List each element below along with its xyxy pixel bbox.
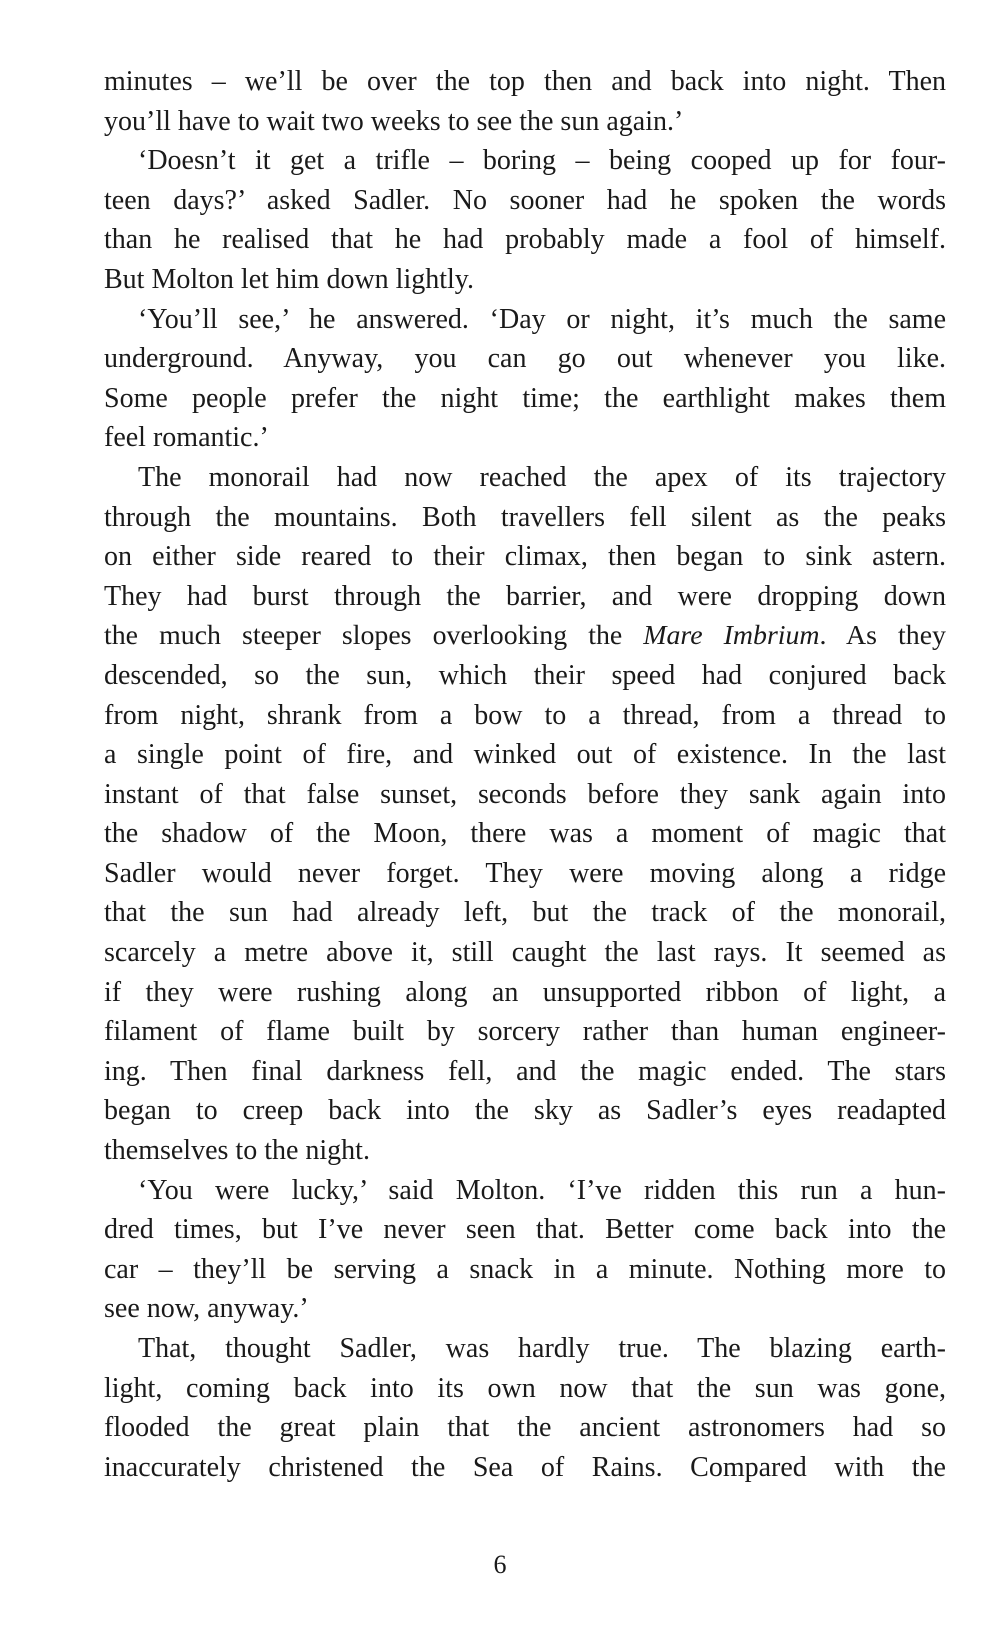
line-text: teen days?’ asked Sadler. No sooner had he spoken the words	[104, 184, 946, 216]
line-text-after: . As they	[819, 620, 946, 652]
line-text: That, thought Sadler, was hardly true. The blazing earth-	[138, 1333, 946, 1364]
page-text	[104, 62, 946, 1487]
text-line	[104, 1171, 946, 1211]
line-text: the shadow of the Moon, there was a moment of magic that	[104, 818, 946, 850]
line-text: The monorail had now reached the apex of its trajectory	[138, 461, 946, 493]
line-text: inaccurately christened the Sea of Rains. Compared with the	[104, 1451, 946, 1483]
text-line	[104, 1210, 946, 1250]
text-line	[104, 1091, 946, 1131]
line-text: began to creep back into the sky as Sadler’s eyes readapted	[104, 1095, 946, 1127]
line-text: They had burst through the barrier, and were dropping down	[104, 580, 946, 612]
text-line	[104, 339, 946, 379]
line-text: themselves to the night.	[104, 1135, 370, 1167]
text-line	[104, 102, 946, 142]
line-text: ‘You’ll see,’ he answered. ‘Day or night, it’s much the same	[138, 303, 946, 335]
text-line	[104, 656, 946, 696]
line-text: But Molton let him down lightly.	[104, 263, 474, 295]
line-text: ‘Doesn’t it get a trifle – boring – being cooped up for four-	[138, 145, 946, 177]
line-text: light, coming back into its own now that the sun was gone,	[104, 1372, 946, 1404]
text-line	[104, 696, 946, 736]
text-line	[104, 1369, 946, 1409]
text-line	[104, 1408, 946, 1448]
line-text: you’ll have to wait two weeks to see the sun again.’	[104, 105, 684, 137]
line-text: minutes – we’ll be over the top then and back into night. Then	[104, 66, 946, 97]
text-line	[104, 1052, 946, 1092]
text-line	[104, 735, 946, 775]
line-text: filament of flame built by sorcery rather than human engineer-	[104, 1016, 946, 1048]
text-line	[104, 260, 946, 300]
line-text: Sadler would never forget. They were moving along a ridge	[104, 857, 946, 889]
text-line	[104, 854, 946, 894]
line-text: that the sun had already left, but the track of the monorail,	[104, 897, 946, 929]
text-line	[104, 141, 946, 181]
page-number: 6	[493, 1550, 507, 1579]
line-text: a single point of fire, and winked out of existence. In the last	[104, 739, 946, 771]
text-line	[104, 537, 946, 577]
line-text: underground. Anyway, you can go out whenever you like.	[104, 343, 946, 375]
line-text: flooded the great plain that the ancient astronomers had so	[104, 1412, 946, 1444]
line-text: from night, shrank from a bow to a thread, from a thread to	[104, 699, 946, 731]
text-line	[104, 1012, 946, 1052]
text-line	[104, 379, 946, 419]
text-line	[104, 577, 946, 617]
line-text: instant of that false sunset, seconds before they sank again into	[104, 778, 946, 810]
text-line	[104, 181, 946, 221]
text-line	[104, 814, 946, 854]
text-line	[104, 498, 946, 538]
text-line	[104, 458, 946, 498]
italic-term: Mare Imbrium	[643, 620, 820, 652]
text-line	[104, 616, 946, 656]
line-text: than he realised that he had probably made a fool of himself.	[104, 224, 946, 256]
text-line	[104, 1289, 946, 1329]
line-text: descended, so the sun, which their speed had conjured back	[104, 659, 946, 691]
line-text: the much steeper slopes overlooking the	[104, 620, 644, 652]
text-line	[104, 62, 946, 102]
text-line	[104, 1329, 946, 1369]
text-line	[104, 1448, 946, 1488]
text-line	[104, 893, 946, 933]
line-text: dred times, but I’ve never seen that. Better come back into the	[104, 1214, 946, 1246]
line-text: see now, anyway.’	[104, 1293, 309, 1325]
line-text: ‘You were lucky,’ said Molton. ‘I’ve ridden this run a hun-	[138, 1174, 946, 1206]
line-text: car – they’ll be serving a snack in a minute. Nothing more to	[104, 1253, 946, 1285]
line-text: ing. Then final darkness fell, and the magic ended. The stars	[104, 1055, 946, 1087]
text-line	[104, 775, 946, 815]
line-text: feel romantic.’	[104, 422, 269, 454]
text-line	[104, 1131, 946, 1171]
text-line	[104, 1250, 946, 1290]
text-line	[104, 418, 946, 458]
text-line	[104, 300, 946, 340]
text-line	[104, 933, 946, 973]
text-line	[104, 220, 946, 260]
text-line	[104, 973, 946, 1013]
line-text: on either side reared to their climax, then began to sink astern.	[104, 541, 946, 573]
line-text: Some people prefer the night time; the earthlight makes them	[104, 382, 946, 414]
line-text: scarcely a metre above it, still caught the last rays. It seemed as	[104, 937, 946, 969]
line-text: through the mountains. Both travellers fell silent as the peaks	[104, 501, 946, 533]
line-text: if they were rushing along an unsupported ribbon of light, a	[104, 976, 946, 1008]
